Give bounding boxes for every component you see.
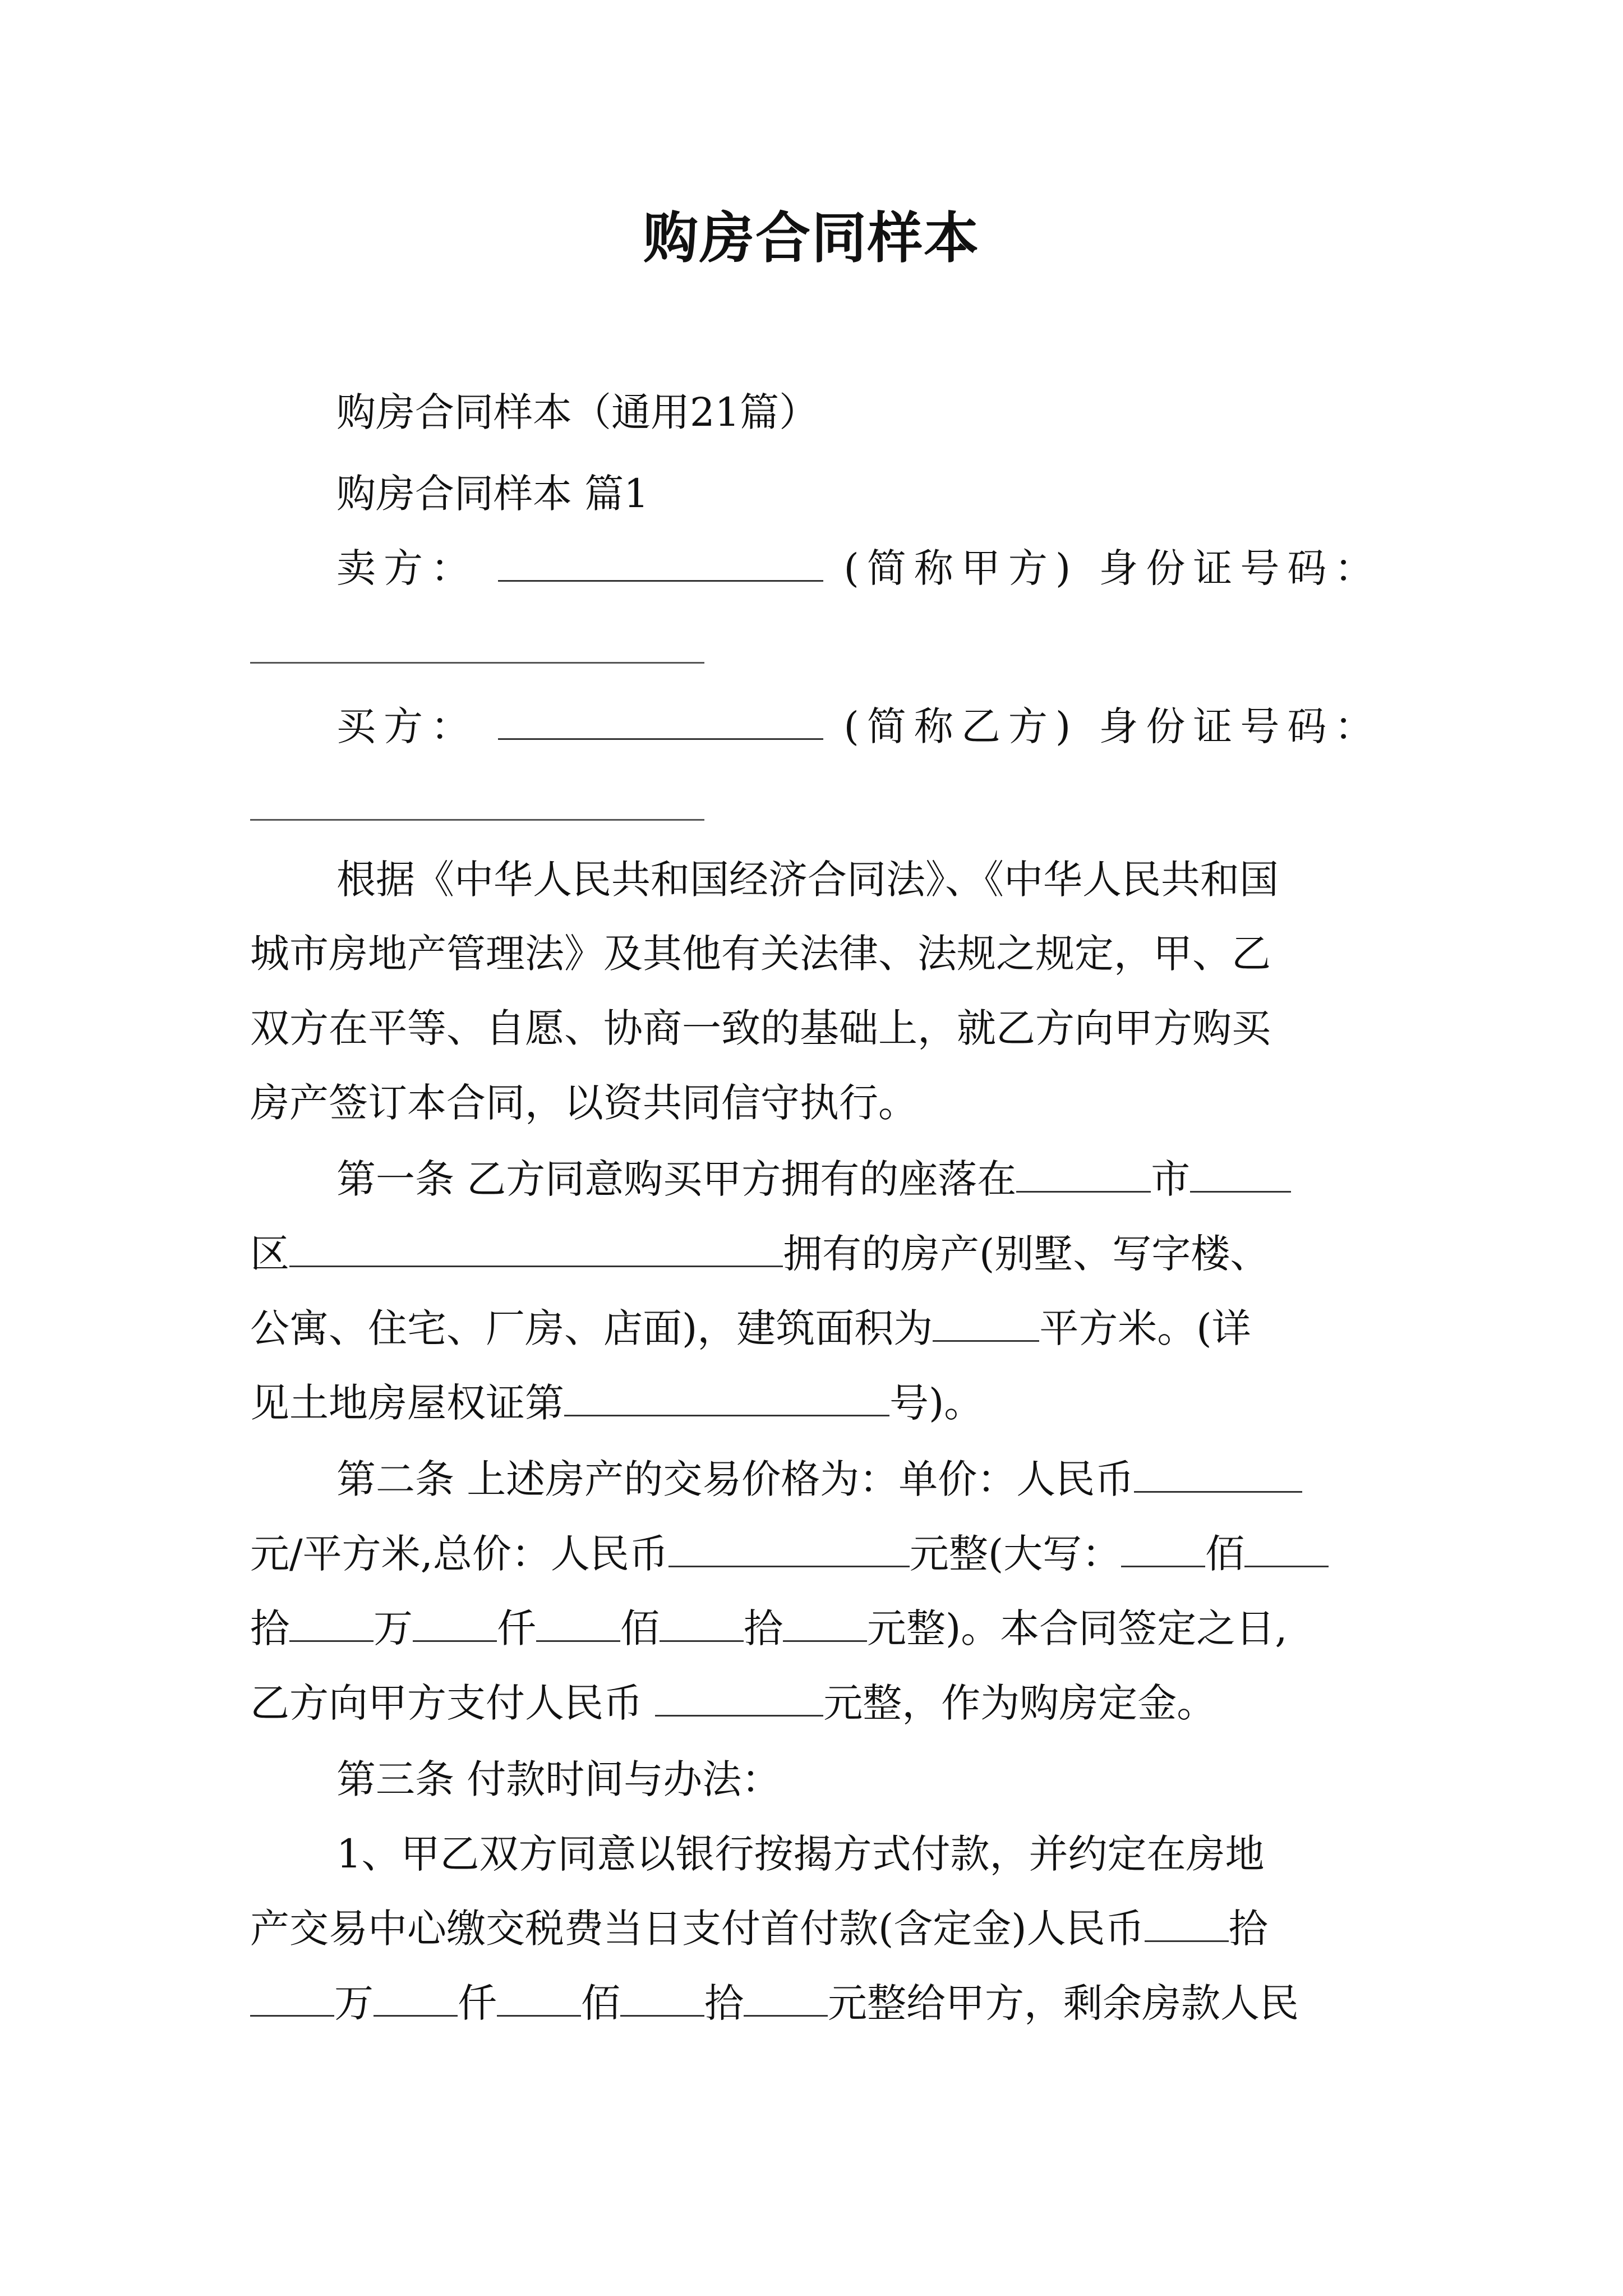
seller-label: 卖方：	[336, 545, 478, 591]
article3-line-2	[250, 1901, 1394, 1957]
article2-line-1	[336, 1451, 1394, 1507]
article2-text-g: 仟	[497, 1605, 536, 1651]
preamble-line-4: 房产签订本合同，以资共同信守执行。	[250, 1080, 917, 1126]
article3-text-g: 元整给甲方，剩余房款人民	[828, 1980, 1299, 2026]
certificate-blank	[564, 1378, 889, 1416]
article3-text-e: 佰	[581, 1980, 620, 2026]
seller-abbr: (简称甲方)	[843, 545, 1079, 591]
amount-blank-1	[289, 1603, 374, 1642]
buyer-id-label: 身份证号码：	[1099, 703, 1382, 749]
document-title: 购房合同样本	[643, 206, 980, 270]
total-price-blank	[668, 1529, 910, 1567]
article1-text-a: 第一条 乙方同意购买甲方拥有的座落在	[336, 1156, 1017, 1202]
buyer-label: 买方：	[336, 703, 478, 749]
article1-line-2	[250, 1226, 1394, 1282]
section-heading: 购房合同样本 篇1	[336, 471, 649, 517]
article2-text-h: 佰	[620, 1605, 660, 1651]
amount-blank-3	[536, 1603, 620, 1642]
article1-line-1	[336, 1151, 1394, 1207]
down-payment-blank-2	[250, 1978, 334, 2017]
article2-line-3	[250, 1600, 1394, 1657]
article3-text-d: 仟	[458, 1980, 497, 2026]
amount-blank-5	[783, 1603, 867, 1642]
article3-text-f: 拾	[704, 1980, 744, 2026]
seller-name-blank	[498, 543, 823, 582]
preamble-line-1: 根据《中华人民共和国经济合同法》、《中华人民共和国	[336, 857, 1279, 903]
seller-id-blank	[250, 662, 704, 664]
article3-text-a: 产交易中心缴交税费当日支付首付款(含定金)人民币	[250, 1906, 1145, 1952]
article1-text-h: 号)。	[889, 1380, 984, 1426]
seller-line	[336, 540, 1394, 596]
article2-text-e: 拾	[250, 1605, 289, 1651]
buyer-abbr: (简称乙方)	[843, 703, 1079, 749]
district-blank	[1190, 1154, 1291, 1193]
ten-blank	[1244, 1529, 1329, 1567]
article2-text-c: 元整(大写：	[909, 1531, 1122, 1577]
unit-price-blank	[1134, 1454, 1302, 1493]
article1-text-b: 市	[1151, 1156, 1191, 1202]
deposit-blank	[655, 1678, 823, 1717]
preamble-line-3: 双方在平等、自愿、协商一致的基础上，就乙方向甲方购买	[250, 1005, 1271, 1051]
article2-text-d: 佰	[1205, 1531, 1245, 1577]
area-blank	[933, 1303, 1039, 1342]
article3-text-b: 拾	[1228, 1906, 1268, 1952]
article2-line-4	[250, 1675, 1394, 1731]
hundred-blank	[1121, 1529, 1205, 1567]
article1-text-c: 区	[250, 1231, 289, 1277]
city-blank	[1016, 1154, 1151, 1193]
article3-line-1: 1、甲乙双方同意以银行按揭方式付款，并约定在房地	[336, 1831, 1265, 1877]
down-payment-blank-3	[374, 1978, 458, 2017]
article2-text-l: 元整，作为购房定金。	[823, 1680, 1216, 1726]
article1-text-g: 见土地房屋权证第	[250, 1380, 564, 1426]
buyer-name-blank	[498, 701, 823, 740]
article2-text-i: 拾	[744, 1605, 783, 1651]
article3-heading: 第三条 付款时间与办法：	[336, 1756, 781, 1802]
address-blank	[289, 1228, 783, 1267]
article2-text-b: 元/平方米,总价：人民币	[250, 1531, 668, 1577]
article2-text-k: 乙方向甲方支付人民币	[250, 1680, 643, 1726]
down-payment-blank-4	[497, 1978, 581, 2017]
document-subtitle: 购房合同样本（通用21篇）	[336, 389, 819, 435]
article1-text-f: 平方米。(详	[1039, 1305, 1251, 1351]
article2-line-2	[250, 1526, 1394, 1582]
seller-id-label: 身份证号码：	[1099, 545, 1382, 591]
article1-text-d: 拥有的房产(别墅、写字楼、	[783, 1231, 1270, 1277]
article1-text-e: 公寓、住宅、厂房、店面)，建筑面积为	[250, 1305, 933, 1351]
article2-text-f: 万	[374, 1605, 413, 1651]
article3-text-c: 万	[334, 1980, 374, 2026]
article1-line-4	[250, 1375, 1394, 1431]
down-payment-blank-5	[620, 1978, 704, 2017]
preamble-line-2: 城市房地产管理法》及其他有关法律、法规之规定，甲、乙	[250, 931, 1271, 977]
article2-text-j: 元整)。本合同签定之日,	[867, 1605, 1288, 1651]
amount-blank-4	[660, 1603, 744, 1642]
article1-line-3	[250, 1300, 1394, 1356]
buyer-id-blank	[250, 819, 704, 821]
article3-line-3	[250, 1975, 1394, 2031]
down-payment-blank-6	[744, 1978, 828, 2017]
amount-blank-2	[413, 1603, 497, 1642]
buyer-line	[336, 698, 1394, 754]
down-payment-blank-1	[1145, 1903, 1229, 1942]
article2-text-a: 第二条 上述房产的交易价格为：单价：人民币	[336, 1456, 1135, 1502]
